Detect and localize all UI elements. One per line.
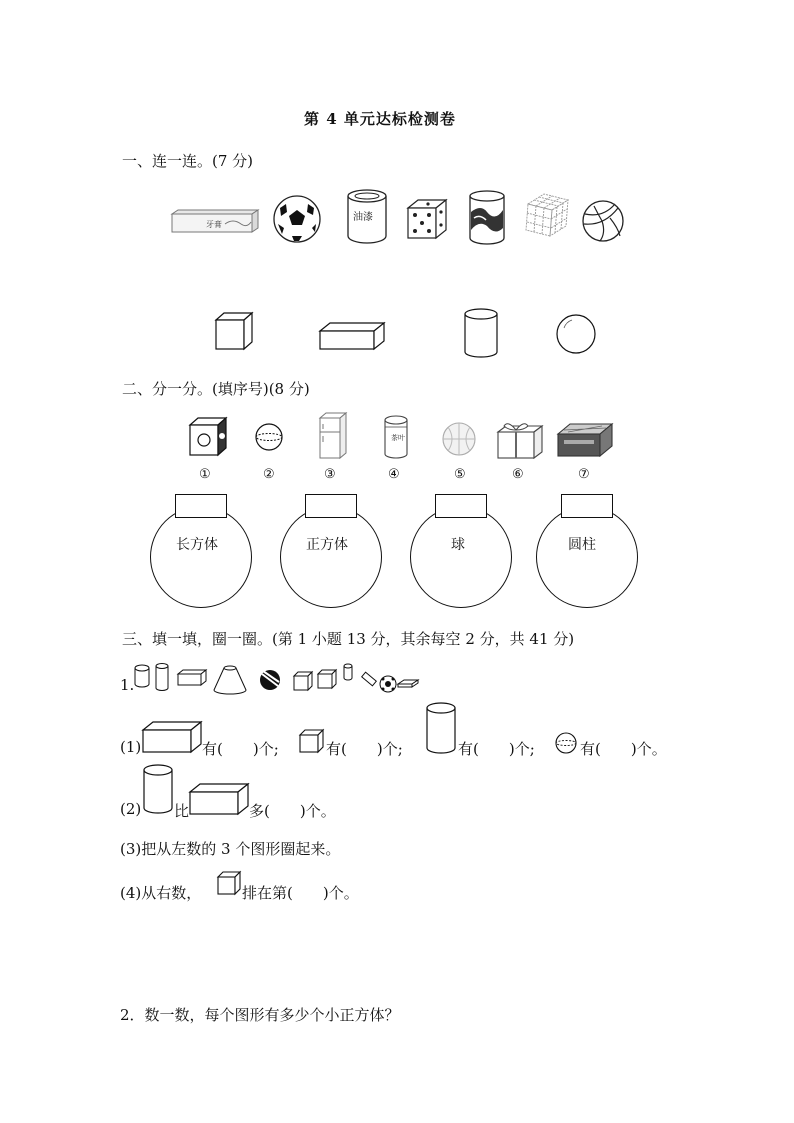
- toothpaste-box-icon: [170, 208, 260, 236]
- frustum-icon: [214, 666, 246, 694]
- q1-1-answer-b[interactable]: 有( )个;: [326, 740, 403, 758]
- category-circle-sphere: [410, 506, 514, 610]
- category-answer-box[interactable]: [561, 494, 613, 518]
- section2-heading: 二、分一分。(填序号)(8 分): [122, 380, 310, 398]
- item-number-6: ⑥: [512, 467, 524, 482]
- sphere-ref-icon: [554, 732, 580, 754]
- question-1-shapes-row: [132, 662, 422, 694]
- tin-can-icon: [466, 188, 508, 246]
- cylinder-compare-icon: [141, 764, 175, 816]
- category-circle-cube: [280, 506, 384, 610]
- cuboid-ref-icon: [141, 720, 203, 754]
- magic-cube-item-icon: [188, 416, 230, 458]
- category-label: 圆柱: [568, 537, 596, 553]
- item-number-2: ②: [263, 467, 275, 482]
- battery-icon: [362, 672, 377, 686]
- q1-1-prefix: (1): [120, 738, 142, 756]
- paint-can-icon: [344, 188, 390, 246]
- small-cylinder-icon: [135, 665, 149, 687]
- small-tube-icon: [344, 664, 352, 680]
- gift-box-item-icon: [496, 420, 544, 460]
- category-label: 正方体: [306, 537, 348, 553]
- item-number-3: ③: [324, 467, 336, 482]
- category-label: 长方体: [176, 537, 218, 553]
- item-number-7: ⑦: [578, 467, 590, 482]
- q1-1-answer-c[interactable]: 有( )个;: [458, 740, 535, 758]
- fridge-item-icon: [316, 412, 350, 460]
- striped-ball-icon: [260, 670, 280, 690]
- paint-can-label: 油漆: [353, 212, 373, 223]
- category-circle-cuboid: [150, 506, 254, 610]
- q1-3-text: (3)把从左数的 3 个图形圈起来。: [120, 840, 341, 858]
- item-number-1: ①: [199, 467, 211, 482]
- volleyball-icon: [580, 198, 626, 244]
- section3-heading: 三、填一填，圈一圈。(第 1 小题 13 分，其余每空 2 分，共 41 分): [122, 630, 575, 648]
- q1-4-answer[interactable]: 排在第( )个。: [242, 884, 359, 902]
- q1-2-answer[interactable]: 多( )个。: [249, 802, 336, 820]
- basketball-item-icon: [440, 420, 478, 458]
- cuboid-compare-icon: [188, 782, 250, 816]
- item-number-4: ④: [388, 467, 400, 482]
- cube-position-icon: [216, 870, 242, 896]
- category-answer-box[interactable]: [305, 494, 357, 518]
- question-1-label: 1.: [120, 676, 135, 694]
- tea-can-label: 茶叶: [391, 434, 405, 442]
- page-title: 第 4 单元达标检测卷: [304, 110, 456, 128]
- ball-item-icon: [254, 422, 284, 452]
- q1-2-prefix: (2): [120, 800, 142, 818]
- cylinder-ref-icon: [424, 702, 458, 756]
- cuboid-shape-icon: [318, 322, 388, 352]
- rubiks-cube-icon: [522, 190, 572, 240]
- soccer-ball-icon: [272, 194, 322, 244]
- tea-can-item-icon: [382, 414, 410, 460]
- question-2-text: 2．数一数，每个图形有多少个小正方体？: [120, 1006, 400, 1024]
- q1-1-answer-a[interactable]: 有( )个;: [202, 740, 279, 758]
- section1-heading: 一、连一连。(7 分): [122, 152, 254, 170]
- q1-4-prefix: (4)从右数，: [120, 884, 202, 902]
- toothpaste-label: 牙膏: [206, 220, 222, 229]
- item-number-5: ⑤: [454, 467, 466, 482]
- category-label: 球: [451, 537, 465, 553]
- cuboid-icon: [178, 670, 206, 685]
- tall-cylinder-icon: [156, 664, 168, 691]
- category-circle-cylinder: [536, 506, 640, 610]
- shoe-box-item-icon: [556, 420, 614, 460]
- mini-soccer-ball-icon: [380, 676, 396, 692]
- q1-2-compare-word: 比: [174, 802, 190, 820]
- sphere-shape-icon: [556, 314, 598, 356]
- dice-icon: [406, 198, 448, 240]
- category-answer-box[interactable]: [435, 494, 487, 518]
- small-cube-icon: [294, 672, 312, 690]
- cube-shape-icon: [214, 312, 256, 352]
- flat-bar-icon: [398, 680, 418, 687]
- category-answer-box[interactable]: [175, 494, 227, 518]
- q1-1-answer-d[interactable]: 有( )个。: [580, 740, 667, 758]
- cylinder-shape-icon: [462, 308, 502, 360]
- small-cube-icon-2: [318, 670, 336, 688]
- cube-ref-icon: [298, 728, 326, 754]
